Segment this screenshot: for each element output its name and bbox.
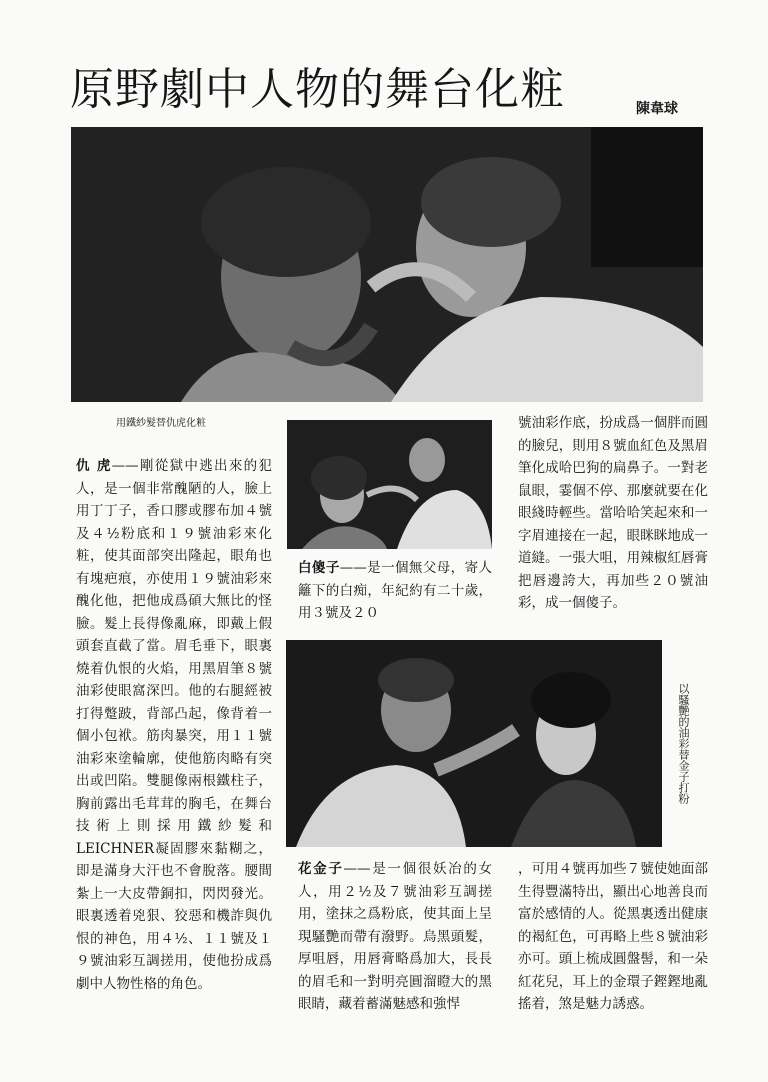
section-baisha-name: 白傻子 [298, 560, 340, 576]
photo3-caption: 以騷艷的油彩替金子打粉 [677, 683, 690, 804]
section-chouhu-name: 仇 虎 [76, 458, 112, 474]
photo-makeup-baisha [287, 420, 492, 549]
page-title: 原野劇中人物的舞台化粧 [70, 64, 565, 115]
section-baisha [298, 557, 492, 625]
section-baisha-text-start: ——是一個無父母，寄人籬下的白痴，年紀約有二十歲，用３號及２０ [298, 560, 492, 621]
section-jinzi-name: 花金子 [298, 861, 344, 877]
section-jinzi [298, 858, 492, 1016]
author-name: 陳韋球 [636, 101, 678, 117]
section-chouhu [76, 455, 272, 995]
section-jinzi-continued: ，可用４號再加些７號使她面部生得豐滿特出，顯出心地善良而富於感情的人。從黑裏透出健康的褐紅色，可再略上些８號油彩亦可。頭上梳成圓盤髻，和一朵紅花兒，耳上的金環子鏗鏗地亂搖着，煞是魅力誘惑。 [518, 861, 708, 1012]
section-jinzi-text-start: ——是一個很妖冶的女人，用２½及７號油彩互調搓用，塗抹之爲粉底，使其面上呈現騷艷而帶有潑野。烏黑頭髮，厚咀唇，用唇膏略爲加大，長長的眉毛和一對明亮圓溜瞪大的黑眼睛，藏着蓄滿魅感和強悍 [298, 861, 493, 1012]
photo1-caption: 用鐵紗髮替仇虎化粧 [116, 418, 206, 429]
section-baisha-continued: 號油彩作底，扮成爲一個胖而圓的臉兒，則用８號血紅色及黑眉筆化成哈巴狗的扁鼻子。一對老鼠眼，霎個不停、那麼就要在化眼綫時輕些。當哈哈笑起來和一字眉連接在一起，眼眯眯地成一道縫。一張大咀，用辣椒紅唇膏把唇邊誇大，再加些２０號油彩，成一個傻子。 [518, 415, 708, 611]
photo-makeup-jinzi [286, 640, 662, 847]
section-chouhu-text: ——剛從獄中逃出來的犯人，是一個非常醜陋的人，臉上用丁丁子，香口膠或膠布加４號及４½粉底和１９號油彩來化粧，使其面部突出隆起，眼角也有塊疤痕，亦使用１９號油彩來醜化他，把他成爲碩大無比的怪臉。髮上長得像亂麻，即戴上假頭套直截了當。眉毛垂下，眼裏燒着仇恨的火焰，用黑眉筆８號油彩使眼窩深凹。他的右腿經被打得蹩跛，背部凸起，像背着一個小包袱。筋肉暴突，用１１號油彩來塗輪廓，使他筋肉略有突出或凹陷。雙腿像兩根鐵柱子，胸前露出毛茸茸的胸毛，在舞台技術上則採用鐵紗髮和LEICHNER凝固膠來黏糊之，即是滿身大汗也不會脫落。腰間紮上一大皮帶銅扣，閃閃發光。眼裏透着兇狠、狡惡和機詐與仇恨的神色，用４½、１１號及１９號油彩互調搓用，使他扮成爲劇中人物性格的角色。 [76, 458, 273, 992]
photo-makeup-chouhu [71, 127, 703, 402]
